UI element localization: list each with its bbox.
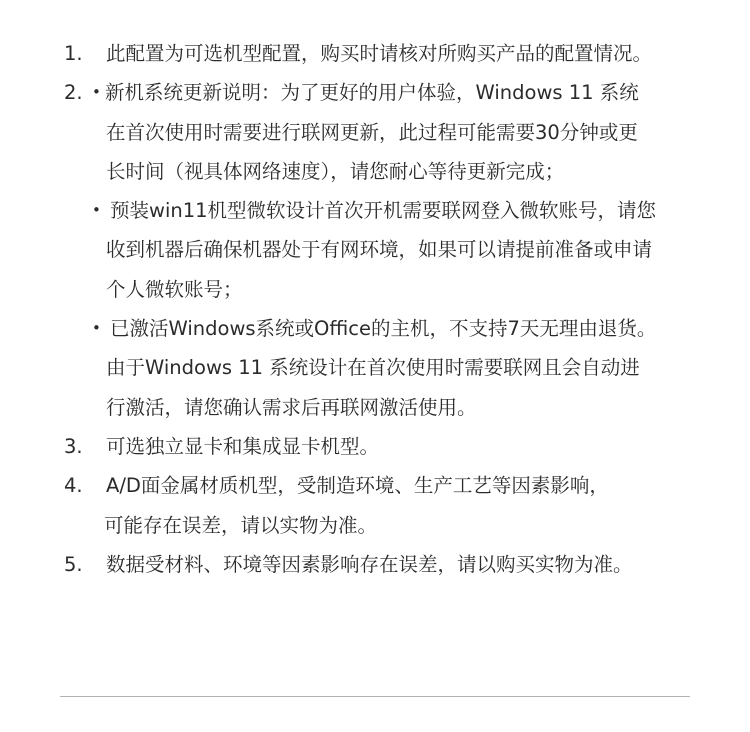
- note-text-4-line-1: A/D面金属材质机型，受制造环境、生产工艺等因素影响，: [106, 474, 609, 498]
- note-2-bullet-2-line-1: 预装win11机型微软设计首次开机需要联网登入微软账号，请您: [110, 199, 657, 223]
- note-number-3: 3.: [64, 434, 83, 458]
- note-2-bullet-1-line-3: 长时间（视具体网络速度），请您耐心等待更新完成；: [106, 159, 565, 183]
- note-2-bullet-3-cont: [0, 388, 750, 427]
- bullet-icon: •: [92, 201, 101, 220]
- note-2-bullet-2-line-3: 个人微软账号；: [106, 277, 243, 301]
- note-text-4-line-2: 可能存在误差，请以实物为准。: [104, 513, 378, 537]
- bottom-divider: [60, 696, 690, 697]
- note-2-bullet-2-cont: [0, 230, 750, 269]
- bullet-icon: •: [92, 319, 101, 338]
- note-2-bullet-1-cont: [0, 113, 750, 152]
- note-item-5: [0, 545, 750, 584]
- note-text-3: 可选独立显卡和集成显卡机型。: [106, 434, 380, 458]
- note-2-bullet-3-line-2: 由于Windows 11 系统设计在首次使用时需要联网且会自动进: [106, 356, 640, 380]
- note-2-bullet-3: [0, 309, 750, 348]
- bullet-icon: •: [92, 83, 101, 102]
- note-number-2: 2.: [64, 81, 83, 105]
- note-2-bullet-3-line-1: 已激活Windows系统或Office的主机，不支持7天无理由退货。: [110, 317, 657, 341]
- note-2-bullet-2: [0, 191, 750, 230]
- note-item-3: [0, 427, 750, 466]
- note-2-bullet-1-line-1: 新机系统更新说明：为了更好的用户体验，Windows 11 系统: [105, 81, 639, 105]
- note-2-bullet-3-line-3: 行激活，请您确认需求后再联网激活使用。: [106, 395, 477, 419]
- note-text-1: 此配置为可选机型配置，购买时请核对所购买产品的配置情况。: [106, 42, 653, 65]
- note-number-1: 1.: [64, 42, 83, 65]
- note-text-5: 数据受材料、环境等因素影响存在误差，请以购买实物为准。: [106, 552, 633, 576]
- note-item-1: [0, 34, 750, 73]
- note-item-4: [0, 466, 750, 505]
- note-item-2: [0, 73, 750, 112]
- note-item-4-cont: [0, 506, 750, 545]
- note-2-bullet-3-cont: [0, 348, 750, 387]
- note-2-bullet-2-cont: [0, 270, 750, 309]
- note-2-bullet-2-line-2: 收到机器后确保机器处于有网环境，如果可以请提前准备或申请: [106, 238, 653, 262]
- note-2-bullet-1-cont: [0, 152, 750, 191]
- note-number-4: 4.: [64, 474, 83, 498]
- note-number-5: 5.: [64, 552, 83, 576]
- note-2-bullet-1-line-2: 在首次使用时需要进行联网更新，此过程可能需要30分钟或更: [106, 120, 638, 144]
- notes-list: [0, 34, 750, 584]
